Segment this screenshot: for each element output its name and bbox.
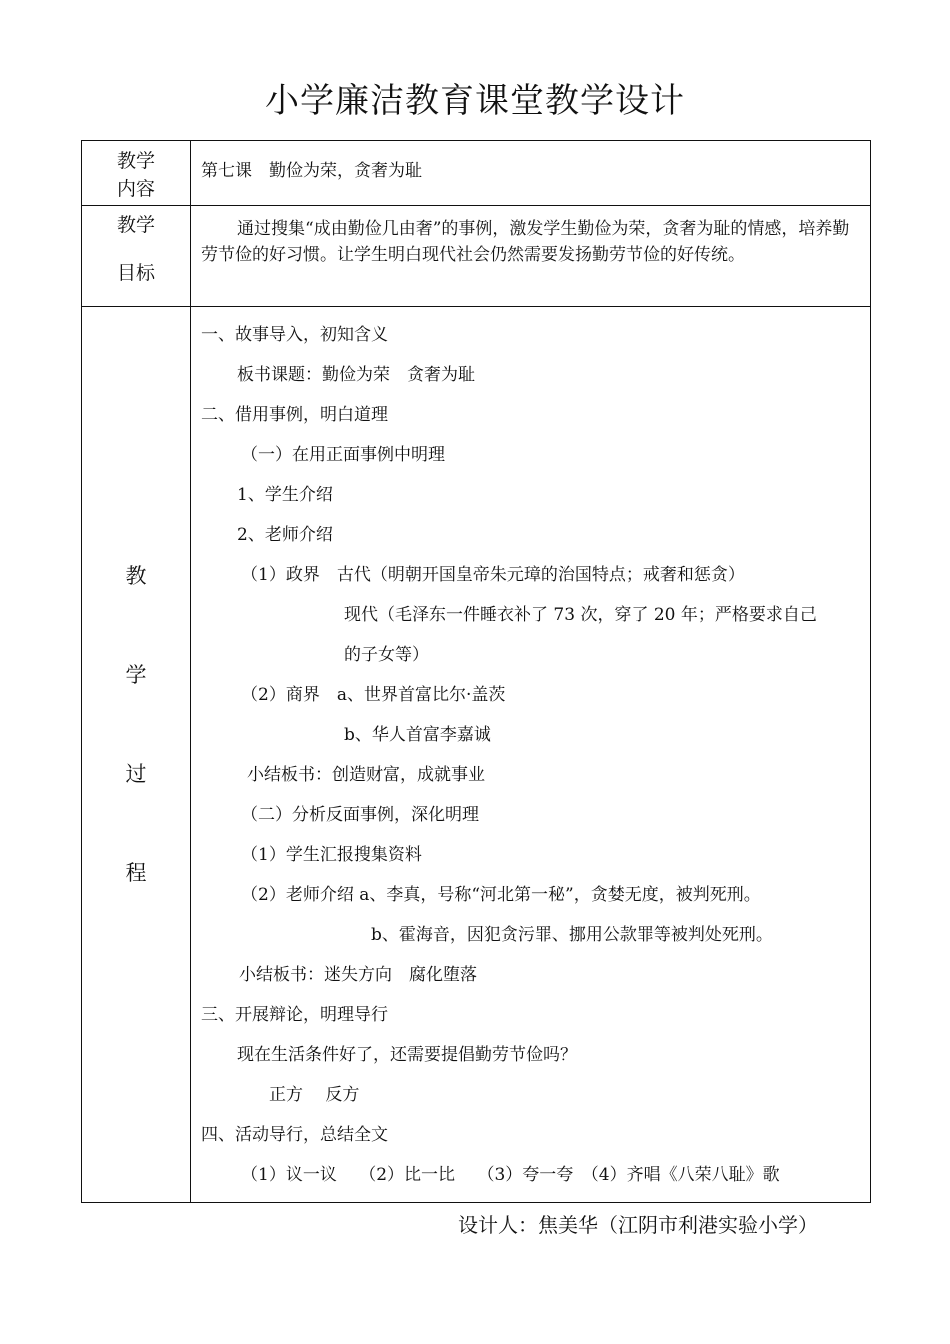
process-line: b、华人首富李嘉诚 bbox=[344, 725, 491, 745]
label-content-line2: 内容 bbox=[116, 178, 155, 200]
label-process-char-1: 教 bbox=[125, 564, 147, 588]
process-line: 小结板书：迷失方向 腐化堕落 bbox=[239, 965, 477, 985]
lesson-table bbox=[81, 140, 871, 1203]
process-line: b、霍海音，因犯贪污罪、挪用公款罪等被判处死刑。 bbox=[371, 925, 773, 945]
label-process-char-2: 学 bbox=[125, 663, 147, 687]
label-process-char-4: 程 bbox=[125, 861, 147, 885]
value-cell-process bbox=[191, 307, 871, 1203]
process-line: （1）议一议 （2）比一比 （3）夸一夸 （4）齐唱《八荣八耻》歌 bbox=[241, 1165, 780, 1185]
process-line: 小结板书：创造财富，成就事业 bbox=[247, 765, 485, 785]
label-cell-content bbox=[82, 141, 191, 206]
process-line: （1）政界 古代（明朝开国皇帝朱元璋的治国特点；戒奢和惩贪） bbox=[241, 565, 745, 585]
process-line: 二、借用事例，明白道理 bbox=[201, 405, 388, 425]
designer-credit: 设计人：焦美华（江阴市利港实验小学） bbox=[458, 1213, 818, 1237]
process-line: 一、故事导入，初知含义 bbox=[201, 325, 388, 345]
process-line: （1）学生汇报搜集资料 bbox=[241, 845, 422, 865]
process-line: （2）商界 a、世界首富比尔·盖茨 bbox=[241, 685, 506, 705]
label-goal-line2: 目标 bbox=[116, 262, 155, 284]
page-title: 小学廉洁教育课堂教学设计 bbox=[265, 81, 685, 121]
label-content-line1: 教学 bbox=[116, 150, 155, 172]
process-line: 三、开展辩论，明理导行 bbox=[201, 1005, 388, 1025]
label-cell-goal bbox=[82, 206, 191, 307]
row-teaching-goal bbox=[82, 206, 871, 307]
label-goal-line1: 教学 bbox=[116, 214, 155, 236]
process-line: 板书课题：勤俭为荣 贪奢为耻 bbox=[237, 365, 475, 385]
process-line: 1、学生介绍 bbox=[237, 485, 333, 505]
label-process-char-3: 过 bbox=[125, 762, 147, 786]
teaching-goal-text: 通过搜集“成由勤俭几由奢”的事例，激发学生勤俭为荣，贪奢为耻的情感，培养勤劳节俭的好习惯。让学生明白现代社会仍然需要发扬勤劳节俭的好传统。 bbox=[201, 219, 850, 265]
process-line: （二）分析反面事例，深化明理 bbox=[241, 805, 479, 825]
process-line: 的子女等） bbox=[344, 645, 429, 665]
label-cell-process bbox=[82, 307, 191, 1203]
value-cell-goal bbox=[191, 206, 871, 307]
row-teaching-process bbox=[82, 307, 871, 1203]
process-line: 现在生活条件好了，还需要提倡勤劳节俭吗？ bbox=[237, 1045, 577, 1065]
process-line: 正方 反方 bbox=[269, 1085, 360, 1105]
row-teaching-content bbox=[82, 141, 871, 206]
process-line: 现代（毛泽东一件睡衣补了 73 次，穿了 20 年；严格要求自己 bbox=[344, 605, 817, 625]
process-line: 四、活动导行，总结全文 bbox=[201, 1125, 388, 1145]
process-line: 2、老师介绍 bbox=[237, 525, 333, 545]
process-steps bbox=[191, 307, 870, 1195]
process-line: （一）在用正面事例中明理 bbox=[241, 445, 445, 465]
value-cell-content bbox=[191, 141, 871, 206]
process-line: （2）老师介绍 a、李真，号称“河北第一秘”，贪婪无度，被判死刑。 bbox=[241, 885, 761, 905]
teaching-content-text: 第七课 勤俭为荣，贪奢为耻 bbox=[201, 161, 422, 181]
